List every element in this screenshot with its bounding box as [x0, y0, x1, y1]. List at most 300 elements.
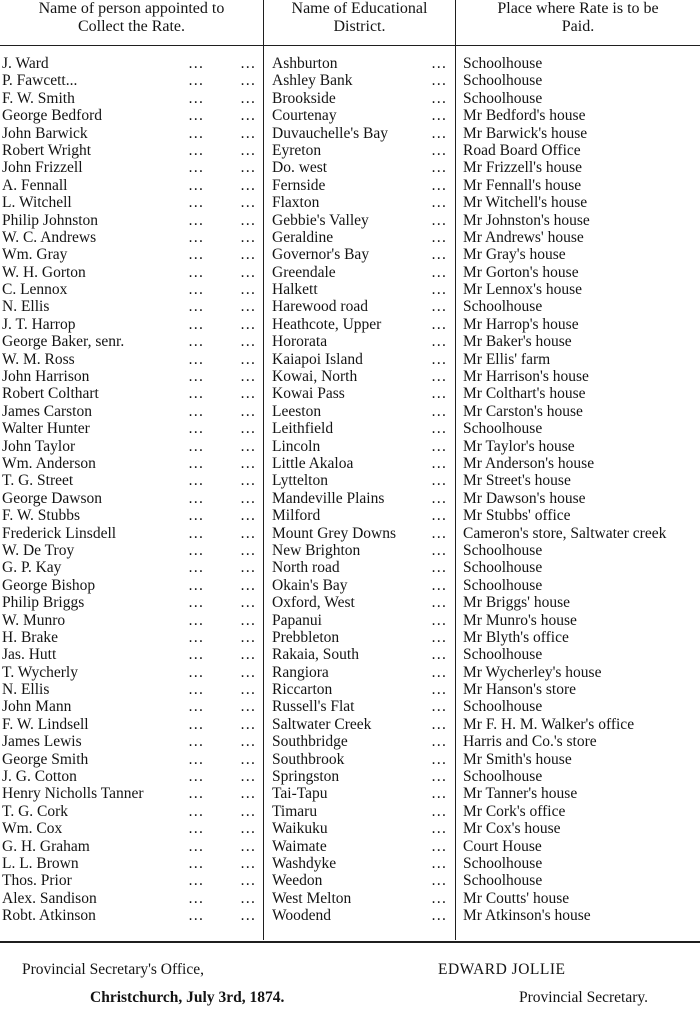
district-name: Governor's Bay	[272, 246, 370, 264]
leader-dots: …	[431, 385, 447, 403]
leader-dots: …	[431, 907, 447, 925]
collector-name: Henry Nicholls Tanner	[2, 785, 144, 803]
leader-dots: …	[240, 454, 257, 472]
payment-place: Schoolhouse	[463, 420, 543, 438]
leader-dots: …	[188, 55, 205, 72]
table-row	[0, 890, 700, 907]
table-row	[0, 698, 700, 715]
header-collector-line2: Collect the Rate.	[77, 18, 186, 35]
leader-dots: …	[188, 541, 205, 559]
district-name: Okain's Bay	[272, 576, 348, 594]
leader-dots: …	[188, 281, 205, 299]
table-row	[0, 820, 700, 837]
leader-dots: …	[188, 472, 205, 490]
leader-dots: …	[431, 750, 447, 768]
leader-dots: …	[188, 837, 205, 855]
leader-dots: …	[431, 541, 447, 559]
leader-dots: …	[188, 124, 205, 142]
collector-name: Alex. Sandison	[2, 889, 97, 907]
table-row	[0, 420, 700, 437]
payment-place: Mr Harrop's house	[463, 315, 579, 333]
table-row	[0, 246, 700, 263]
district-name: Fernside	[272, 176, 326, 194]
leader-dots: …	[431, 72, 447, 90]
table-row	[0, 455, 700, 472]
leader-dots: …	[240, 89, 257, 107]
table-row	[0, 107, 700, 124]
leader-dots: …	[188, 785, 205, 803]
collector-name: H. Brake	[2, 628, 58, 646]
payment-place: Schoolhouse	[463, 854, 543, 872]
leader-dots: …	[188, 107, 205, 125]
payment-place: Cameron's store, Saltwater creek	[463, 524, 667, 542]
leader-dots: …	[188, 663, 205, 681]
collector-name: James Lewis	[2, 733, 82, 751]
district-name: Leeston	[272, 402, 322, 420]
payment-place: Mr Anderson's house	[463, 454, 595, 472]
district-name: Washdyke	[272, 854, 337, 872]
district-name: Waimate	[272, 837, 327, 855]
payment-place: Schoolhouse	[463, 872, 543, 890]
district-name: Kowai, North	[272, 368, 358, 386]
district-name: Little Akaloa	[272, 454, 354, 472]
leader-dots: …	[188, 194, 205, 212]
leader-dots: …	[240, 402, 257, 420]
leader-dots: …	[188, 854, 205, 872]
leader-dots: …	[240, 750, 257, 768]
district-name: Heathcote, Upper	[272, 315, 382, 333]
payment-place: Mr Cox's house	[463, 820, 561, 838]
table-row	[0, 594, 700, 611]
district-name: Woodend	[272, 907, 332, 925]
leader-dots: …	[431, 350, 447, 368]
collector-name: James Carston	[2, 402, 92, 420]
leader-dots: …	[431, 246, 447, 264]
table-row	[0, 403, 700, 420]
leader-dots: …	[240, 559, 257, 577]
district-name: Duvauchelle's Bay	[272, 124, 388, 142]
leader-dots: …	[240, 176, 257, 194]
district-name: Southbridge	[272, 733, 348, 751]
footer-office: Provincial Secretary's Office,	[22, 961, 204, 978]
district-name: Southbrook	[272, 750, 345, 768]
leader-dots: …	[240, 489, 257, 507]
collector-name: W. H. Gorton	[2, 263, 86, 281]
district-name: Flaxton	[272, 194, 320, 212]
leader-dots: …	[240, 437, 257, 455]
collector-name: L. Witchell	[2, 194, 72, 212]
header-district-line1: Name of Educational	[291, 0, 428, 17]
table-bottom-rule	[0, 941, 700, 943]
leader-dots: …	[188, 159, 205, 177]
table-row	[0, 333, 700, 350]
leader-dots: …	[431, 368, 447, 386]
collector-name: W. C. Andrews	[2, 228, 97, 246]
leader-dots: …	[188, 385, 205, 403]
district-name: Rangiora	[272, 663, 329, 681]
leader-dots: …	[240, 507, 257, 525]
district-name: Springston	[272, 768, 340, 786]
leader-dots: …	[431, 611, 447, 629]
payment-place: Mr Barwick's house	[463, 124, 588, 142]
collector-name: Jas. Hutt	[2, 646, 57, 664]
payment-place: Mr Coutts' house	[463, 889, 570, 907]
leader-dots: …	[240, 333, 257, 351]
district-name: Brookside	[272, 89, 336, 107]
leader-dots: …	[431, 889, 447, 907]
table-row	[0, 55, 700, 72]
payment-place: Mr Colthart's house	[463, 385, 586, 403]
leader-dots: …	[431, 315, 447, 333]
header-collector	[0, 0, 263, 40]
district-name: Weedon	[272, 872, 323, 890]
payment-place: Mr Johnston's house	[463, 211, 590, 229]
collector-name: George Dawson	[2, 489, 103, 507]
leader-dots: …	[240, 211, 257, 229]
district-name: Gebbie's Valley	[272, 211, 369, 229]
district-name: Greendale	[272, 263, 336, 281]
table-row	[0, 490, 700, 507]
leader-dots: …	[240, 263, 257, 281]
leader-dots: …	[188, 628, 205, 646]
table-row	[0, 751, 700, 768]
collector-name: T. G. Street	[2, 472, 74, 490]
leader-dots: …	[431, 663, 447, 681]
leader-dots: …	[240, 55, 257, 72]
leader-dots: …	[431, 594, 447, 612]
leader-dots: …	[240, 159, 257, 177]
collector-name: F. W. Smith	[2, 89, 75, 107]
table-row	[0, 681, 700, 698]
payment-place: Mr Bedford's house	[463, 107, 586, 125]
district-name: Hororata	[272, 333, 328, 351]
leader-dots: …	[188, 559, 205, 577]
leader-dots: …	[431, 141, 447, 159]
leader-dots: …	[431, 89, 447, 107]
leader-dots: …	[188, 228, 205, 246]
leader-dots: …	[431, 454, 447, 472]
leader-dots: …	[240, 524, 257, 542]
collector-name: J. G. Cotton	[2, 768, 77, 786]
leader-dots: …	[188, 820, 205, 838]
leader-dots: …	[431, 194, 447, 212]
table-row	[0, 472, 700, 489]
district-name: West Melton	[272, 889, 352, 907]
district-name: Lyttelton	[272, 472, 328, 490]
table-row	[0, 612, 700, 629]
leader-dots: …	[240, 663, 257, 681]
district-name: Eyreton	[272, 141, 322, 159]
leader-dots: …	[240, 611, 257, 629]
leader-dots: …	[188, 141, 205, 159]
leader-dots: …	[188, 524, 205, 542]
payment-place: Mr Blyth's office	[463, 628, 569, 646]
payment-place: Mr Briggs' house	[463, 594, 570, 612]
payment-place: Schoolhouse	[463, 646, 543, 664]
leader-dots: …	[188, 368, 205, 386]
payment-place: Mr Cork's office	[463, 802, 566, 820]
district-name: Waikuku	[272, 820, 328, 838]
leader-dots: …	[240, 420, 257, 438]
collector-name: John Mann	[2, 698, 72, 716]
leader-dots: …	[431, 107, 447, 125]
table-row	[0, 298, 700, 315]
leader-dots: …	[431, 298, 447, 316]
payment-place: Mr Gorton's house	[463, 263, 579, 281]
payment-place: Mr Dawson's house	[463, 489, 586, 507]
leader-dots: …	[240, 350, 257, 368]
leader-dots: …	[188, 333, 205, 351]
district-name: Saltwater Creek	[272, 715, 372, 733]
collector-name: Wm. Anderson	[2, 454, 96, 472]
payment-place: Schoolhouse	[463, 576, 543, 594]
district-name: Courtenay	[272, 107, 337, 125]
payment-place: Mr Witchell's house	[463, 194, 588, 212]
district-name: New Brighton	[272, 541, 361, 559]
leader-dots: …	[240, 385, 257, 403]
district-name: Russell's Flat	[272, 698, 355, 716]
leader-dots: …	[188, 802, 205, 820]
leader-dots: …	[188, 402, 205, 420]
district-name: North road	[272, 559, 340, 577]
leader-dots: …	[188, 768, 205, 786]
header-place-line2: Paid.	[561, 18, 595, 35]
leader-dots: …	[240, 246, 257, 264]
payment-place: Schoolhouse	[463, 89, 543, 107]
table-row	[0, 229, 700, 246]
leader-dots: …	[431, 228, 447, 246]
district-name: Oxford, West	[272, 594, 355, 612]
collector-name: Wm. Gray	[2, 246, 68, 264]
payment-place: Mr Andrews' house	[463, 228, 584, 246]
payment-place: Mr Atkinson's house	[463, 907, 591, 925]
payment-place: Mr Stubbs' office	[463, 507, 571, 525]
collector-name: George Baker, senr.	[2, 333, 125, 351]
table-row	[0, 90, 700, 107]
leader-dots: …	[188, 263, 205, 281]
leader-dots: …	[240, 124, 257, 142]
collector-name: W. M. Ross	[2, 350, 75, 368]
table-row	[0, 785, 700, 802]
district-name: Rakaia, South	[272, 646, 359, 664]
leader-dots: …	[431, 159, 447, 177]
payment-place: Harris and Co.'s store	[463, 733, 597, 751]
collector-name: J. T. Harrop	[2, 315, 76, 333]
leader-dots: …	[188, 489, 205, 507]
leader-dots: …	[431, 437, 447, 455]
payment-place: Mr Tanner's house	[463, 785, 578, 803]
payment-place: Schoolhouse	[463, 698, 543, 716]
leader-dots: …	[431, 263, 447, 281]
table-row	[0, 629, 700, 646]
district-name: Milford	[272, 507, 321, 525]
collector-name: N. Ellis	[2, 681, 50, 699]
leader-dots: …	[431, 820, 447, 838]
district-name: Geraldine	[272, 228, 334, 246]
leader-dots: …	[240, 315, 257, 333]
collector-name: G. H. Graham	[2, 837, 90, 855]
payment-place: Schoolhouse	[463, 298, 543, 316]
table-row	[0, 803, 700, 820]
district-name: Mandeville Plains	[272, 489, 385, 507]
leader-dots: …	[240, 107, 257, 125]
table-row	[0, 368, 700, 385]
leader-dots: …	[188, 715, 205, 733]
leader-dots: …	[431, 837, 447, 855]
table-row	[0, 159, 700, 176]
table-row	[0, 855, 700, 872]
leader-dots: …	[431, 576, 447, 594]
collector-name: T. Wycherly	[2, 663, 78, 681]
leader-dots: …	[431, 733, 447, 751]
district-name: Halkett	[272, 281, 318, 299]
collector-name: W. De Troy	[2, 541, 75, 559]
table-row	[0, 664, 700, 681]
collector-name: George Bishop	[2, 576, 96, 594]
collector-name: W. Munro	[2, 611, 66, 629]
leader-dots: …	[240, 907, 257, 925]
leader-dots: …	[240, 785, 257, 803]
collector-name: P. Fawcett...	[2, 72, 78, 90]
rate-table-body	[0, 55, 700, 925]
payment-place: Mr Wycherley's house	[463, 663, 602, 681]
district-name: Ashburton	[272, 55, 338, 72]
district-name: Harewood road	[272, 298, 368, 316]
table-row	[0, 194, 700, 211]
leader-dots: …	[431, 55, 447, 72]
payment-place: Mr Ellis' farm	[463, 350, 551, 368]
payment-place: Mr Carston's house	[463, 402, 583, 420]
table-row	[0, 142, 700, 159]
district-name: Tai-Tapu	[272, 785, 328, 803]
leader-dots: …	[431, 402, 447, 420]
header-district-line2: District.	[333, 18, 386, 35]
payment-place: Mr Frizzell's house	[463, 159, 583, 177]
leader-dots: …	[431, 628, 447, 646]
leader-dots: …	[240, 681, 257, 699]
header-rule	[0, 45, 700, 46]
leader-dots: …	[240, 628, 257, 646]
table-row	[0, 838, 700, 855]
district-name: Leithfield	[272, 420, 334, 438]
table-row	[0, 281, 700, 298]
leader-dots: …	[188, 594, 205, 612]
collector-name: George Bedford	[2, 107, 103, 125]
collector-name: Wm. Cox	[2, 820, 63, 838]
leader-dots: …	[240, 715, 257, 733]
collector-name: John Harrison	[2, 368, 90, 386]
table-row	[0, 264, 700, 281]
leader-dots: …	[431, 681, 447, 699]
payment-place: Road Board Office	[463, 141, 581, 159]
table-row	[0, 907, 700, 924]
table-row	[0, 542, 700, 559]
district-name: Timaru	[272, 802, 318, 820]
footer-signatory-name: EDWARD JOLLIE	[438, 961, 566, 978]
header-place	[456, 0, 700, 40]
leader-dots: …	[188, 698, 205, 716]
district-name: Ashley Bank	[272, 72, 353, 90]
collector-name: Robt. Atkinson	[2, 907, 96, 925]
leader-dots: …	[240, 594, 257, 612]
header-collector-line1: Name of person appointed to	[38, 0, 225, 17]
leader-dots: …	[188, 176, 205, 194]
payment-place: Mr Fennall's house	[463, 176, 582, 194]
payment-place: Court House	[463, 837, 542, 855]
leader-dots: …	[188, 611, 205, 629]
collector-name: G. P. Kay	[2, 559, 62, 577]
leader-dots: …	[188, 315, 205, 333]
district-name: Papanui	[272, 611, 322, 629]
leader-dots: …	[188, 298, 205, 316]
leader-dots: …	[240, 872, 257, 890]
leader-dots: …	[240, 820, 257, 838]
collector-name: J. Ward	[2, 55, 49, 72]
collector-name: A. Fennall	[2, 176, 68, 194]
collector-name: L. L. Brown	[2, 854, 79, 872]
table-row	[0, 559, 700, 576]
leader-dots: …	[240, 298, 257, 316]
leader-dots: …	[188, 576, 205, 594]
district-name: Riccarton	[272, 681, 333, 699]
leader-dots: …	[188, 350, 205, 368]
leader-dots: …	[431, 854, 447, 872]
leader-dots: …	[188, 437, 205, 455]
district-name: Do. west	[272, 159, 328, 177]
leader-dots: …	[431, 524, 447, 542]
table-row	[0, 733, 700, 750]
leader-dots: …	[240, 281, 257, 299]
leader-dots: …	[188, 211, 205, 229]
collector-name: F. W. Lindsell	[2, 715, 89, 733]
collector-name: Robert Colthart	[2, 385, 99, 403]
leader-dots: …	[188, 420, 205, 438]
leader-dots: …	[431, 281, 447, 299]
table-row	[0, 872, 700, 889]
header-district	[264, 0, 455, 40]
leader-dots: …	[431, 472, 447, 490]
leader-dots: …	[431, 698, 447, 716]
leader-dots: …	[240, 194, 257, 212]
leader-dots: …	[188, 246, 205, 264]
district-name: Kowai Pass	[272, 385, 345, 403]
leader-dots: …	[431, 715, 447, 733]
leader-dots: …	[240, 541, 257, 559]
leader-dots: …	[240, 768, 257, 786]
collector-name: F. W. Stubbs	[2, 507, 81, 525]
leader-dots: …	[240, 368, 257, 386]
collector-name: John Taylor	[2, 437, 76, 455]
leader-dots: …	[240, 889, 257, 907]
collector-name: C. Lennox	[2, 281, 68, 299]
district-name: Lincoln	[272, 437, 321, 455]
leader-dots: …	[240, 141, 257, 159]
leader-dots: …	[431, 176, 447, 194]
payment-place: Mr Taylor's house	[463, 437, 575, 455]
leader-dots: …	[188, 507, 205, 525]
leader-dots: …	[188, 733, 205, 751]
table-row	[0, 438, 700, 455]
table-row	[0, 716, 700, 733]
leader-dots: …	[431, 768, 447, 786]
payment-place: Schoolhouse	[463, 55, 543, 72]
collector-name: T. G. Cork	[2, 802, 69, 820]
leader-dots: …	[240, 733, 257, 751]
leader-dots: …	[431, 333, 447, 351]
table-row	[0, 212, 700, 229]
payment-place: Schoolhouse	[463, 559, 543, 577]
payment-place: Mr Gray's house	[463, 246, 566, 264]
